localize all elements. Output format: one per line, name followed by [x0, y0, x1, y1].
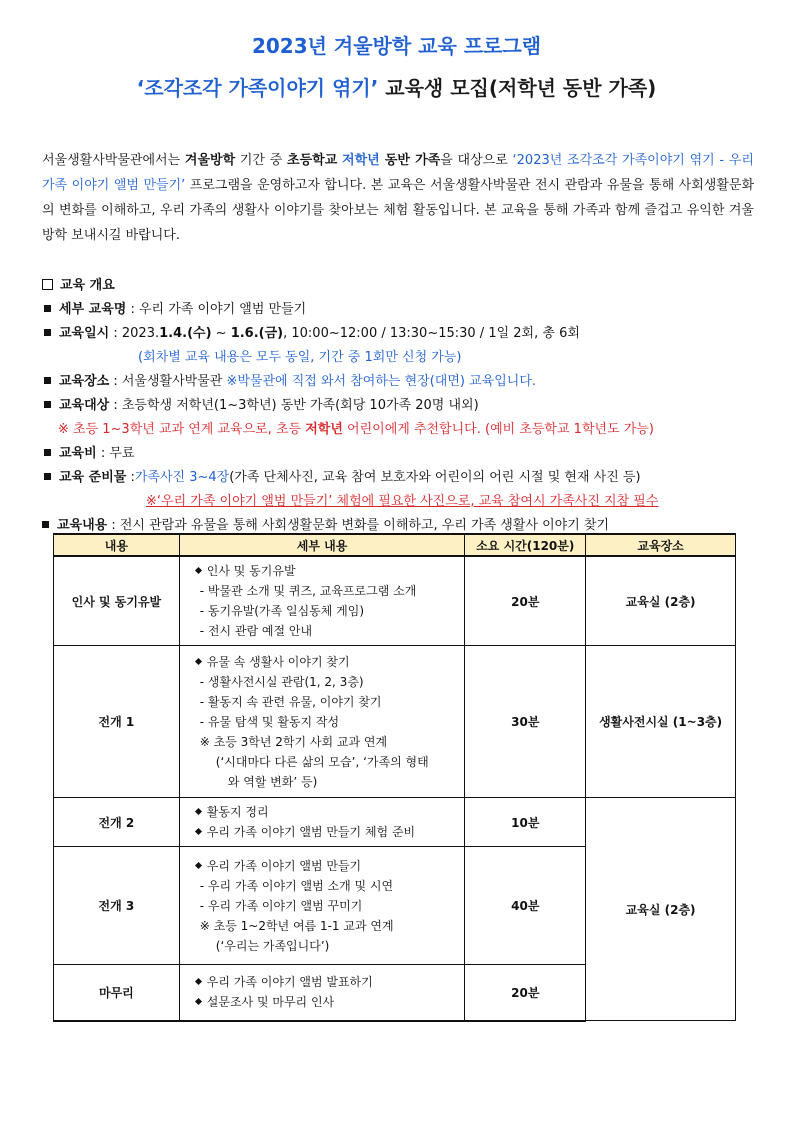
checkbox-square-icon: [42, 279, 53, 290]
detail-cell: 우리 가족 이야기 앨범 만들기 - 우리 가족 이야기 앨범 소개 및 시연 - 우리 가족 이야기 앨범 꾸미기 ※ 초등 1~2학년 여름 1-1 교과 연계 (‘우리는 가족입니다’): [179, 847, 465, 965]
table-row: [54, 798, 736, 847]
time-cell: 20분: [465, 556, 586, 646]
stage-cell: 전개 1: [54, 646, 180, 798]
column-header: 소요 시간(120분): [465, 534, 586, 556]
title-line-2: [0, 72, 793, 101]
diamond-bullet-icon: [195, 828, 202, 835]
detail-cell: 인사 및 동기유발 - 박물관 소개 및 퀴즈, 교육프로그램 소개 - 동기유발(가족 일심동체 게임) - 전시 관람 예절 안내: [179, 556, 465, 646]
table-row: [54, 556, 736, 646]
time-cell: 40분: [465, 847, 586, 965]
diamond-bullet-icon: [195, 978, 202, 985]
stage-cell: 마무리: [54, 965, 180, 1021]
intro-paragraph: 서울생활사박물관에서는 겨울방학 기간 중 초등학교 저학년 동반 가족을 대상으로 ‘2023년 조각조각 가족이야기 엮기 - 우리 가족 이야기 앨범 만들기’ 프로그램을 운영하고자 합니다. 본 교육은 서울생활사박물관 전시 관람과 유물을 통해 사회생활문화의 변화를 이해하고, 우리 가족의 생활사 이야기를 찾아보는 체험 활동입니다. 본 교육을 통해 가족과 함께 즐겁고 유익한 겨울방학 보내시길 바랍니다.: [42, 153, 754, 243]
overview-date: 교육일시 : 2023.1.4.(수) ~ 1.6.(금), 10:00~12:00 / 13:30~15:30 / 1일 2회, 총 6회: [44, 322, 580, 341]
overview-place: 교육장소 : 서울생활사박물관 ※박물관에 직접 와서 참여하는 현장(대면) 교육입니다.: [44, 370, 536, 389]
column-header: 교육장소: [586, 534, 736, 556]
square-bullet-icon: [44, 449, 51, 456]
schedule-table: [53, 533, 736, 1022]
table-header-row: [54, 534, 736, 556]
column-header: 내용: [54, 534, 180, 556]
time-cell: 20분: [465, 965, 586, 1021]
square-bullet-icon: [44, 305, 51, 312]
time-cell: 10분: [465, 798, 586, 847]
diamond-bullet-icon: [195, 861, 202, 868]
square-bullet-icon: [42, 521, 49, 528]
overview-course-name: 세부 교육명 : 우리 가족 이야기 앨범 만들기: [44, 298, 306, 317]
overview-fee: 교육비 : 무료: [44, 442, 134, 461]
stage-cell: 인사 및 동기유발: [54, 556, 180, 646]
program-name: ‘조각조각 가족이야기 엮기’: [136, 76, 379, 100]
overview-heading: 교육 개요: [42, 274, 115, 293]
square-bullet-icon: [44, 377, 51, 384]
title-line-1: 2023년 겨울방학 교육 프로그램: [251, 34, 542, 58]
overview-target-note: ※ 초등 1~3학년 교과 연계 교육으로, 초등 저학년 어린이에게 추천합니다. (예비 초등학교 1학년도 가능): [58, 422, 654, 437]
stage-cell: 전개 3: [54, 847, 180, 965]
square-bullet-icon: [44, 473, 51, 480]
diamond-bullet-icon: [195, 657, 202, 664]
square-bullet-icon: [44, 329, 51, 336]
detail-cell: 유물 속 생활사 이야기 찾기 - 생활사전시실 관람(1, 2, 3층) - 활동지 속 관련 유물, 이야기 찾기 - 유물 탐색 및 활동지 작성 ※ 초등 3학년 2학기 사회 교과 연계 (‘시대마다 다른 삶의 모습’, ‘가족의 형태 와 역할 변화’ 등): [179, 646, 465, 798]
square-bullet-icon: [44, 401, 51, 408]
place-cell: 교육실 (2층): [586, 556, 736, 646]
diamond-bullet-icon: [195, 808, 202, 815]
overview-date-note: (회차별 교육 내용은 모두 동일, 기간 중 1회만 신청 가능): [138, 350, 462, 365]
overview-target: 교육대상 : 초등학생 저학년(1~3학년) 동반 가족(회당 10가족 20명 내외): [44, 394, 479, 413]
column-header: 세부 내용: [179, 534, 465, 556]
title-suffix: 교육생 모집(저학년 동반 가족): [378, 76, 657, 100]
overview-materials-note: ※‘우리 가족 이야기 앨범 만들기’ 체험에 필요한 사진으로, 교육 참여시 가족사진 지참 필수: [146, 494, 659, 509]
stage-cell: 전개 2: [54, 798, 180, 847]
table-row: [54, 646, 736, 798]
diamond-bullet-icon: [195, 998, 202, 1005]
place-cell: 생활사전시실 (1~3층): [586, 646, 736, 798]
overview-materials: 교육 준비물 :가족사진 3~4장(가족 단체사진, 교육 참여 보호자와 어린이의 어린 시절 및 현재 사진 등): [44, 466, 641, 485]
overview-content: 교육내용 : 전시 관람과 유물을 통해 사회생활문화 변화를 이해하고, 우리 가족 생활사 이야기 찾기: [42, 514, 609, 533]
detail-cell: 우리 가족 이야기 앨범 발표하기 설문조사 및 마무리 인사: [179, 965, 465, 1021]
detail-cell: 활동지 정리 우리 가족 이야기 앨범 만들기 체험 준비: [179, 798, 465, 847]
place-cell: 교육실 (2층): [586, 798, 736, 1021]
time-cell: 30분: [465, 646, 586, 798]
diamond-bullet-icon: [195, 567, 202, 574]
